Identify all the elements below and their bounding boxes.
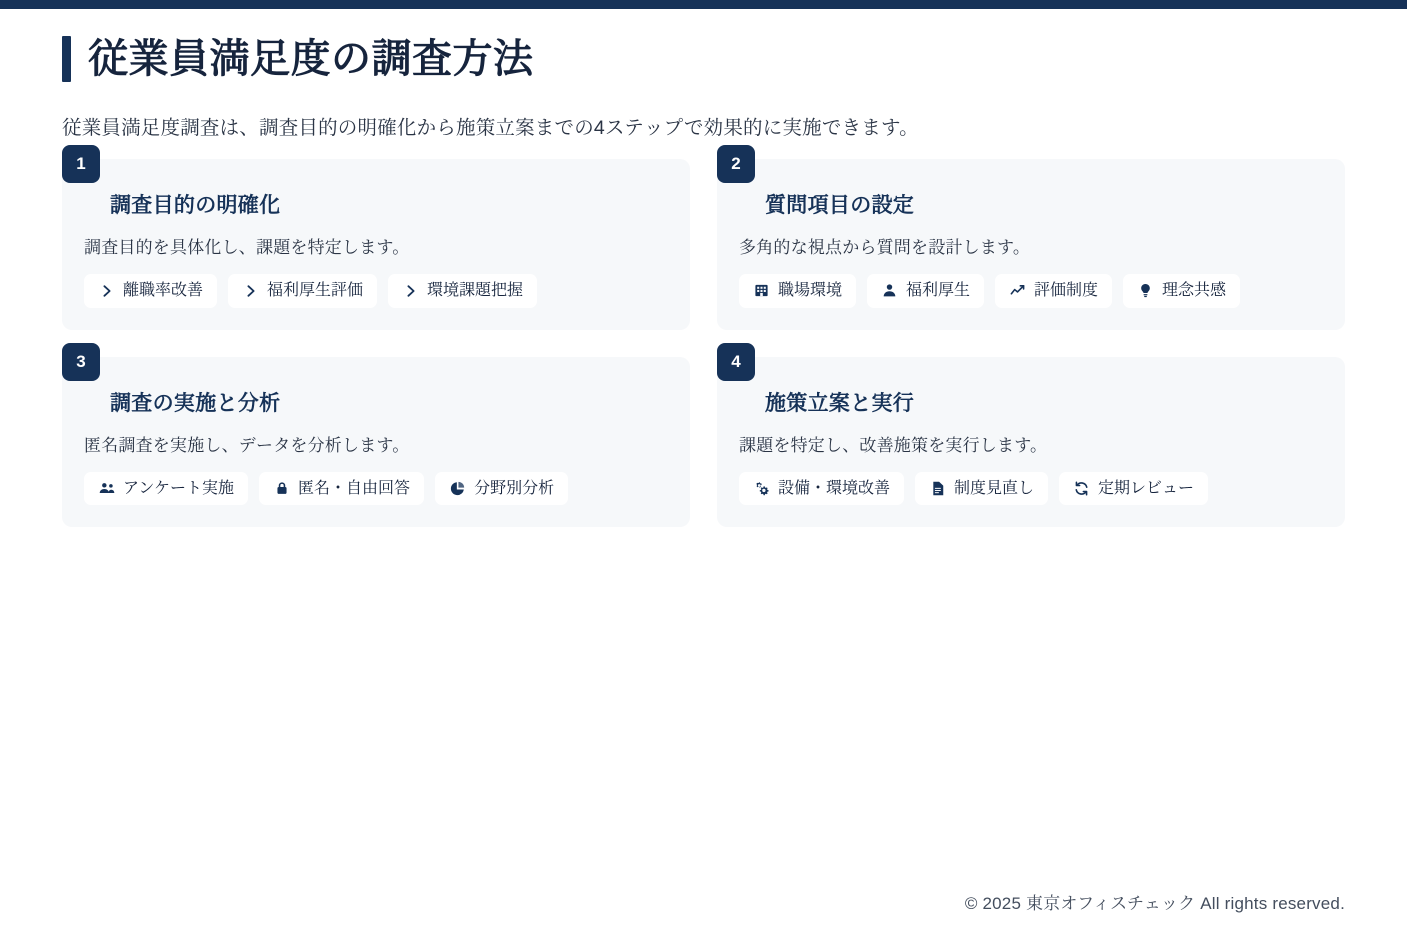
refresh-icon — [1073, 480, 1090, 497]
step-chip-list — [84, 274, 668, 308]
step-description: 調査目的を具体化し、課題を特定します。 — [84, 238, 410, 257]
step-chip[interactable] — [867, 274, 984, 308]
top-accent-bar — [0, 0, 1407, 9]
step-chip-list — [739, 472, 1323, 506]
step-chip[interactable] — [259, 472, 424, 506]
chevron-right-icon — [242, 282, 259, 299]
step-chip[interactable] — [388, 274, 537, 308]
step-number-badge: 3 — [62, 343, 100, 381]
title-accent-mark — [62, 36, 71, 82]
step-chip[interactable] — [739, 472, 904, 506]
step-number-badge: 1 — [62, 145, 100, 183]
page-title-row — [62, 36, 1345, 82]
person-icon — [881, 282, 898, 299]
step-chip-label: 職場環境 — [778, 282, 843, 299]
step-chip-label: 福利厚生評価 — [267, 282, 364, 299]
step-chip-label: 設備・環境改善 — [778, 479, 891, 497]
step-title: 施策立案と実行 — [765, 391, 915, 415]
building-icon — [753, 282, 770, 299]
step-chip[interactable] — [739, 274, 856, 308]
step-description: 多角的な視点から質問を設計します。 — [739, 238, 1031, 257]
step-chip-label: 環境課題把握 — [427, 282, 524, 299]
pie-chart-icon — [449, 480, 466, 497]
step-chip[interactable] — [228, 274, 377, 308]
page-content — [0, 9, 1407, 938]
step-chip[interactable] — [1059, 472, 1208, 506]
step-card — [62, 351, 690, 528]
step-chip[interactable] — [1123, 274, 1240, 308]
step-chip-label: 離職率改善 — [123, 282, 204, 299]
chevron-right-icon — [98, 282, 115, 299]
lightbulb-icon — [1137, 282, 1154, 299]
step-number-badge: 2 — [717, 145, 755, 183]
step-card — [717, 154, 1345, 330]
step-chip-label: 評価制度 — [1034, 282, 1099, 299]
step-chip-list — [84, 472, 668, 506]
step-title: 調査の実施と分析 — [110, 391, 281, 415]
step-chip[interactable] — [995, 274, 1112, 308]
step-chip-label: 分野別分析 — [474, 479, 555, 497]
chevron-right-icon — [402, 282, 419, 299]
step-chip-label: 福利厚生 — [906, 282, 971, 299]
footer-copyright: © 2025 東京オフィスチェック All rights reserved. — [964, 894, 1345, 913]
step-chip-label: 定期レビュー — [1098, 479, 1195, 497]
step-chip[interactable] — [915, 472, 1048, 506]
step-chip[interactable] — [435, 472, 568, 506]
step-chip-label: 理念共感 — [1162, 282, 1227, 299]
step-chip-label: アンケート実施 — [123, 479, 235, 497]
step-chip[interactable] — [84, 472, 248, 506]
lock-icon — [273, 480, 290, 497]
step-title: 質問項目の設定 — [765, 194, 915, 217]
step-description: 課題を特定し、改善施策を実行します。 — [739, 435, 1048, 455]
step-card — [717, 351, 1345, 528]
page-lede: 従業員満足度調査は、調査目的の明確化から施策立案までの4ステップで効果的に実施できます。 — [62, 117, 919, 139]
step-chip-label: 制度見直し — [954, 479, 1035, 497]
step-chip-label: 匿名・自由回答 — [298, 479, 411, 497]
step-description: 匿名調査を実施し、データを分析します。 — [84, 435, 410, 455]
document-icon — [929, 480, 946, 497]
step-card — [62, 154, 690, 330]
steps-grid — [62, 154, 1345, 527]
step-number-badge: 4 — [717, 343, 755, 381]
step-title: 調査目的の明確化 — [110, 194, 281, 217]
gears-icon — [753, 480, 770, 497]
chart-line-icon — [1009, 282, 1026, 299]
step-chip-list — [739, 274, 1323, 308]
page-title: 従業員満足度の調査方法 — [88, 37, 534, 81]
users-icon — [98, 480, 115, 497]
step-chip[interactable] — [84, 274, 217, 308]
